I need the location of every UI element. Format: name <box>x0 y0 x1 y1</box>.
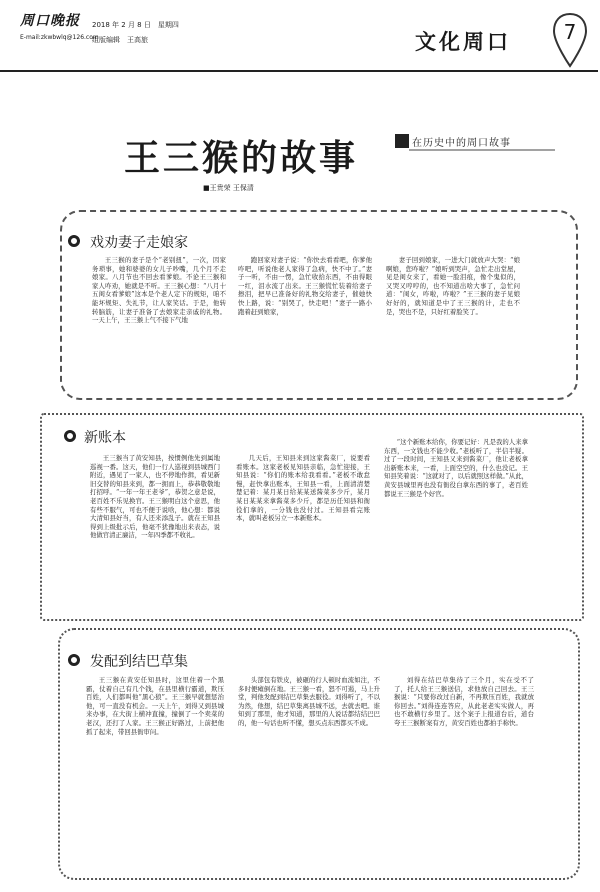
bullet-icon <box>68 654 80 666</box>
masthead-email: E-mail:zkwbwlq@126.com <box>20 34 99 41</box>
story-1-column-3: 妻子回到娘家，一进大门就放声大哭：“娘啊娘，您咋啦？”娘听到哭声，急忙走出堂屋，见是闺女来了，看她一脸泪痕，像个鬼似的，又哭又哼哼的，也不知道出啥大事了，急忙问道：“闺女，咋啦，咋啦？”王三猴的妻子见娘好好的，就知道是中了王三猴的计，走也不是，哭也不是，只好红着脸笑了。 <box>386 256 520 316</box>
story-1-column-1: 王三猴的妻子是个“老别扭”，一次，因家务琐事，她和婆婆的女儿子吵嘴，几个月不走娘家。八月节也不回去看爹娘。不论王三猴和家人咋劝，她就是不听。王三猴心想：“八月十五闺女看爹娘”这本是个老人定下的规矩，咱不能坏规矩、失礼节，让人家笑话。于是，他转转脑筋，让妻子准备了去娘家走亲戚的礼物。一天上午，王三猴上气不接下气地 <box>92 256 226 325</box>
masthead <box>0 0 600 72</box>
story-heading-1: 戏劝妻子走娘家 <box>86 232 192 252</box>
story-3-column-1: 王三猴在黄安任知县时，这里住着一个黑霸，仗着自己有几个钱，在县里横行霸道，欺压百姓，人们都叫他“黑心狼”。王三猴早就想惩治他，可一直没有机会。一天上午，刘得又到县城来办事，在大街上横冲直撞，撞倒了一个卖菜的老汉，还打了人家。王三猴正好路过，上前把他抓了起来，带回县衙审问。 <box>86 676 224 736</box>
story-3-column-3: 刘得在结巴草集待了三个月，实在受不了了，托人给王三猴送信，求他放自己回去。王三猴说：“只要你改过自新，不再欺压百姓，我就放你回去。”刘得连连答应，从此老老实实做人，再也不敢横行乡里了。这个案子上报道台后，道台夸王三猴断案有方，黄安百姓也都拍手称快。 <box>394 676 534 727</box>
story-heading-3: 发配到结巴草集 <box>86 651 192 671</box>
masthead-date: 2018 年 2 月 8 日 星期四 <box>92 21 179 29</box>
masthead-editor: 组版编辑 王高旅 <box>92 36 148 44</box>
story-2-column-2: 几天后，王知县来到这家酱菜厂，说要看看账本。这家老板见知县亲临，急忙迎接，王知县说：“你们的账本给我看看。”老板不敢怠慢，赶快拿出账本，王知县一看，上面清清楚楚记着：某月某日给某某送酱菜多少斤，某月某日某某来拿酱菜多少斤，都是历任知县和衙役们拿的，一分钱也没付过。王知县看完账本，就叫老板另立一本新账本。 <box>236 454 370 523</box>
story-2-column-1: 王三猴当了黄安知县，按惯例他先到属地巡视一番。这天，他们一行人巡视到县城西门附近，遇见了一家人，也不停地作揖，看见新旧交替的知县来到，都一拥而上，恭恭敬敬地打招呼。“一年一年王老爷”，恭贺之意是说，老百姓不乐见换官。王三猴明白这个意思，他有些不服气，可也不便于说啥，他心想：都说大清知县好当，有人还来添乱子。就在王知县得到上级批示后，他毫不犹豫地出来表态，说他做官清正廉洁，一年四季都不收礼。 <box>90 454 220 540</box>
bullet-icon <box>64 430 76 442</box>
article-byline: ■王贵荣 王保清 <box>203 184 254 192</box>
story-heading-2: 新账本 <box>80 427 130 447</box>
article-tag: 在历史中的周口故事 <box>412 138 511 149</box>
section-title: 文化周口 <box>415 29 511 54</box>
article-title: 王三猴的故事 <box>124 137 359 179</box>
story-3-column-2: 头部包有铁皮，被砸的行人顿时血流如注，不多时便瘫倒在地。王三猴一看，怒不可遏，马上升堂，判他发配到结巴草集去服役。刘得听了，不以为然，他想，结巴草集离县城不远，去就去吧。谁知到了那里，他才知道，那里的人说话都结结巴巴的，他一句话也听不懂，想买点东西都买不成。 <box>238 676 380 727</box>
page-number: 7 <box>563 20 577 44</box>
masthead-rule <box>0 70 598 72</box>
story-2-column-3: “这个新账本给你，你要记好：凡是我的人来拿东西，一文钱也不能少收。”老板听了，半信半疑。过了一段时间，王知县又来到酱菜厂，他让老板拿出新账本来，一看，上面空空的，什么也没记。王知县笑着说：“这就对了，以后就照这样做。”从此，黄安县城里再也没有衙役白拿东西的事了，老百姓都说王三猴是个好官。 <box>384 438 528 498</box>
story-1-column-2: 跑回家对妻子说：“你快去看看吧，你爹他咋吧，听说他老人家得了急病，快不中了。”妻子一听，不由一愣，急忙收拾东西，不由得眼一红，泪水流了出来。王三猴慌忙装着给妻子擦泪，把早已准备好的礼物交给妻子，催她快快上路，说：“别哭了，快走吧！”妻子一路小跑着赶到娘家， <box>238 256 372 316</box>
bullet-icon <box>68 235 80 247</box>
newspaper-brand: 周口晚报 <box>20 13 80 29</box>
